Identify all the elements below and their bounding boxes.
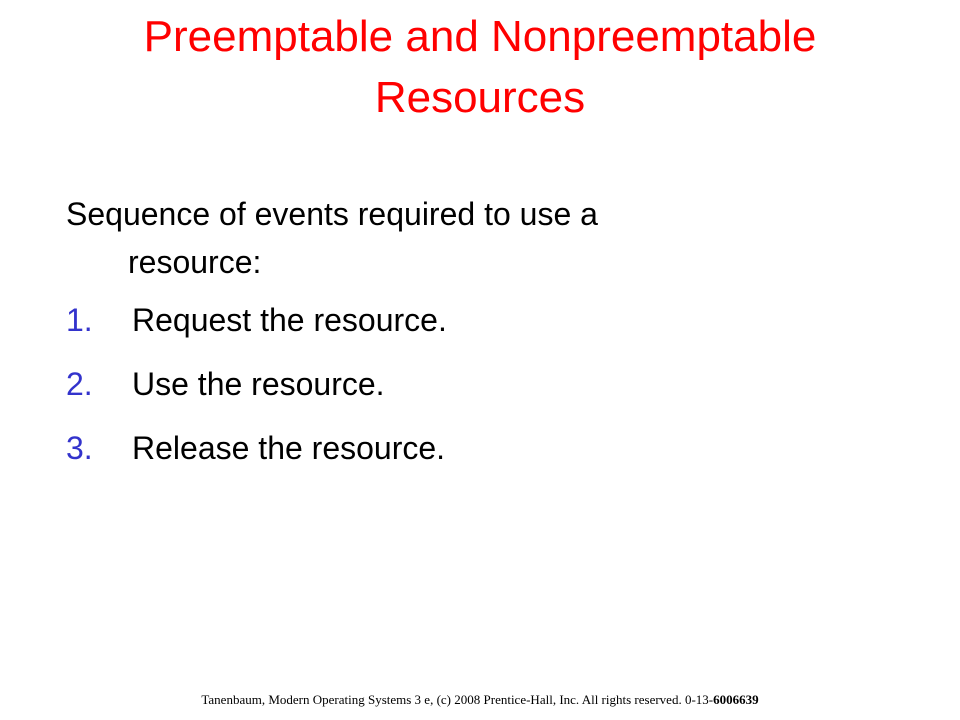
footer-isbn-code: 6006639 <box>713 692 759 707</box>
intro-text <box>66 190 926 286</box>
slide-title-line-1: Preemptable and Nonpreemptable <box>143 12 817 61</box>
footer-citation <box>0 692 960 708</box>
step-text: Use the resource. <box>132 366 385 402</box>
slide-title <box>0 6 960 128</box>
footer-text: Tanenbaum, Modern Operating Systems 3 e, (c) 2008 Prentice-Hall, Inc. All rights reserved. 0-13- <box>201 692 714 707</box>
step-item <box>66 424 926 488</box>
slide-body <box>66 190 926 488</box>
intro-line-1: Sequence of events required to use a <box>66 196 598 232</box>
step-number: 2. <box>66 366 93 402</box>
step-text: Request the resource. <box>132 302 447 338</box>
steps-list <box>66 296 926 488</box>
intro-line-2: resource: <box>128 244 262 280</box>
step-item <box>66 360 926 424</box>
step-number: 3. <box>66 430 93 466</box>
step-number: 1. <box>66 302 93 338</box>
step-item <box>66 296 926 360</box>
slide-title-line-2: Resources <box>374 73 586 122</box>
step-text: Release the resource. <box>132 430 446 466</box>
